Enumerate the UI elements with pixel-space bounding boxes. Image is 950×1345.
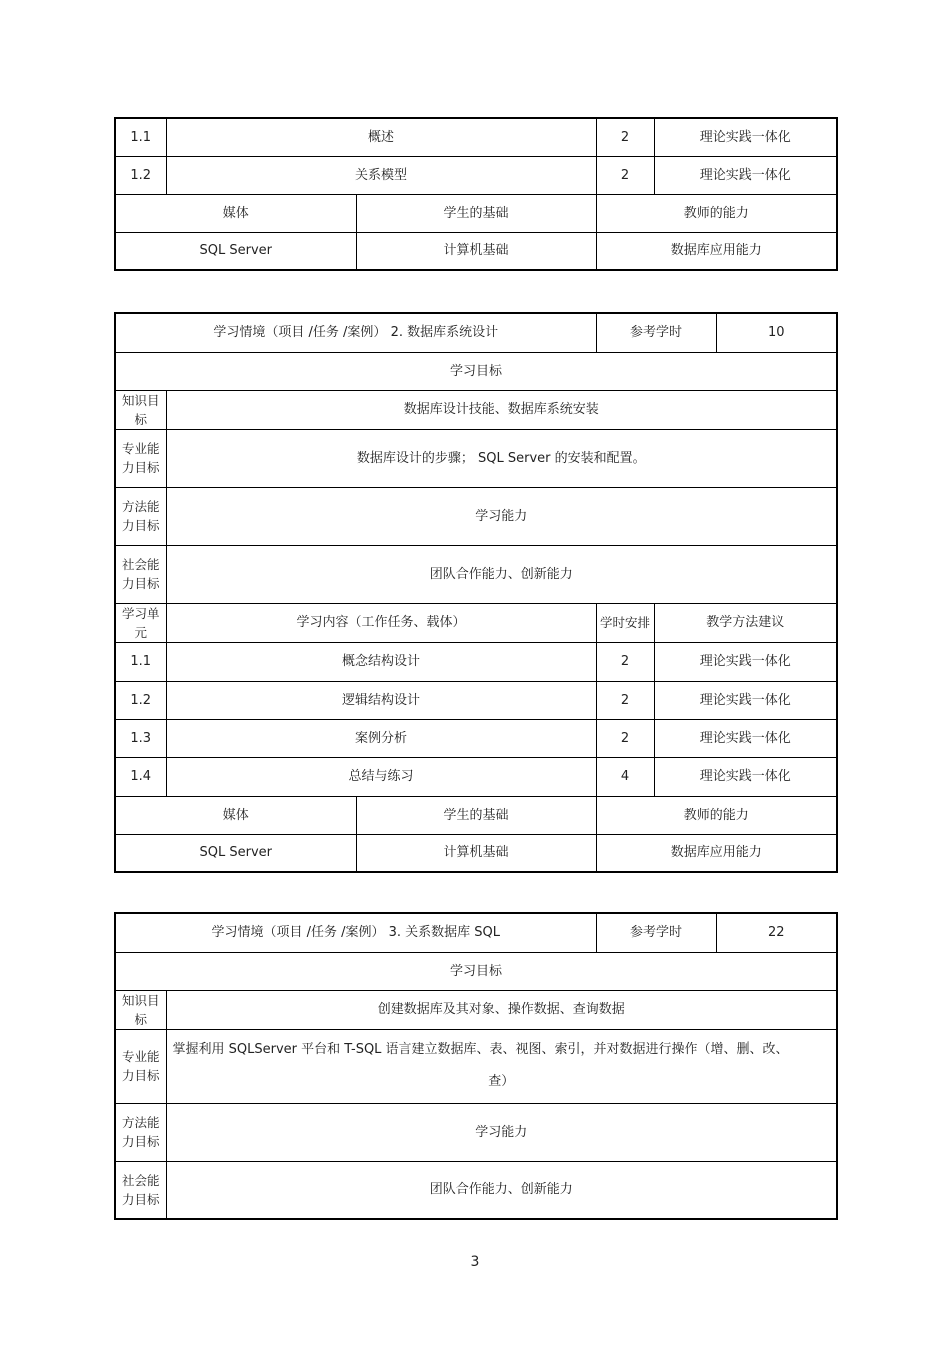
unit-cell: 1.2 xyxy=(115,156,166,194)
hours-cell: 2 xyxy=(596,156,654,194)
social-label: 社会能力目标 xyxy=(115,1161,166,1219)
table-row xyxy=(115,681,837,719)
professional-label: 专业能力目标 xyxy=(115,429,166,487)
social-label: 社会能力目标 xyxy=(115,545,166,603)
page-number: 3 xyxy=(470,1254,480,1270)
goals-header-row xyxy=(115,352,837,390)
unit-header-row xyxy=(115,603,837,642)
content-cell: 概述 xyxy=(166,118,596,156)
table-3 xyxy=(114,912,838,1220)
hours-cell: 2 xyxy=(596,681,654,719)
unit-cell: 1.3 xyxy=(115,719,166,757)
situation-title: 学习情境（项目 /任务 /案例） 3. 关系数据库 SQL xyxy=(115,913,596,952)
table-row xyxy=(115,757,837,796)
ref-hours-label: 参考学时 xyxy=(596,913,716,952)
knowledge-row xyxy=(115,990,837,1029)
method-row xyxy=(115,1103,837,1161)
media-value: SQL Server xyxy=(115,232,356,270)
unit-cell: 1.2 xyxy=(115,681,166,719)
teacher-ability-header: 教师的能力 xyxy=(596,796,837,834)
ref-hours-label: 参考学时 xyxy=(596,313,716,352)
hours-cell: 2 xyxy=(596,118,654,156)
unit-cell: 1.4 xyxy=(115,757,166,796)
method-cell: 理论实践一体化 xyxy=(654,642,837,681)
professional-row xyxy=(115,429,837,487)
unit-header: 学习单元 xyxy=(115,603,166,642)
resource-value-row xyxy=(115,834,837,872)
student-basis-value: 计算机基础 xyxy=(356,232,596,270)
table-row xyxy=(115,118,837,156)
method-cell: 理论实践一体化 xyxy=(654,719,837,757)
table-row xyxy=(115,156,837,194)
goals-header: 学习目标 xyxy=(115,352,837,390)
resource-value-row xyxy=(115,232,837,270)
student-basis-header: 学生的基础 xyxy=(356,194,596,232)
social-value: 团队合作能力、创新能力 xyxy=(166,545,837,603)
teacher-ability-value: 数据库应用能力 xyxy=(596,232,837,270)
knowledge-value: 数据库设计技能、数据库系统安装 xyxy=(166,390,837,429)
content-cell: 总结与练习 xyxy=(166,757,596,796)
goals-header: 学习目标 xyxy=(115,952,837,990)
content-cell: 概念结构设计 xyxy=(166,642,596,681)
professional-value xyxy=(166,1029,837,1103)
knowledge-label: 知识目标 xyxy=(115,390,166,429)
professional-label: 专业能力目标 xyxy=(115,1029,166,1103)
social-value: 团队合作能力、创新能力 xyxy=(166,1161,837,1219)
table-2 xyxy=(114,312,838,873)
method-value: 学习能力 xyxy=(166,487,837,545)
title-row xyxy=(115,313,837,352)
method-cell: 理论实践一体化 xyxy=(654,156,837,194)
social-row xyxy=(115,1161,837,1219)
method-cell: 理论实践一体化 xyxy=(654,118,837,156)
situation-title: 学习情境（项目 /任务 /案例） 2. 数据库系统设计 xyxy=(115,313,596,352)
hours-cell: 4 xyxy=(596,757,654,796)
table-row xyxy=(115,642,837,681)
hours-cell: 2 xyxy=(596,642,654,681)
resource-header-row xyxy=(115,194,837,232)
unit-cell: 1.1 xyxy=(115,642,166,681)
student-basis-header: 学生的基础 xyxy=(356,796,596,834)
knowledge-label: 知识目标 xyxy=(115,990,166,1029)
goals-header-row xyxy=(115,952,837,990)
content-cell: 关系模型 xyxy=(166,156,596,194)
teacher-ability-value: 数据库应用能力 xyxy=(596,834,837,872)
social-row xyxy=(115,545,837,603)
media-value: SQL Server xyxy=(115,834,356,872)
media-header: 媒体 xyxy=(115,796,356,834)
student-basis-value: 计算机基础 xyxy=(356,834,596,872)
method-label: 方法能力目标 xyxy=(115,1103,166,1161)
table-1 xyxy=(114,117,838,271)
professional-line-1: 掌握利用 SQLServer 平台和 T-SQL 语言建立数据库、表、视图、索引，并对数据进行操作（增、删、改、 xyxy=(172,1042,789,1057)
content-cell: 逻辑结构设计 xyxy=(166,681,596,719)
knowledge-value: 创建数据库及其对象、操作数据、查询数据 xyxy=(166,990,837,1029)
ref-hours-value: 10 xyxy=(716,313,837,352)
unit-cell: 1.1 xyxy=(115,118,166,156)
media-header: 媒体 xyxy=(115,194,356,232)
method-row xyxy=(115,487,837,545)
teacher-ability-header: 教师的能力 xyxy=(596,194,837,232)
method-value: 学习能力 xyxy=(166,1103,837,1161)
hours-header: 学时安排 xyxy=(596,603,654,642)
method-header: 教学方法建议 xyxy=(654,603,837,642)
knowledge-row xyxy=(115,390,837,429)
content-header: 学习内容（工作任务、载体） xyxy=(166,603,596,642)
professional-line-2: 查） xyxy=(488,1074,515,1089)
method-cell: 理论实践一体化 xyxy=(654,757,837,796)
professional-row xyxy=(115,1029,837,1103)
hours-cell: 2 xyxy=(596,719,654,757)
method-label: 方法能力目标 xyxy=(115,487,166,545)
ref-hours-value: 22 xyxy=(716,913,837,952)
method-cell: 理论实践一体化 xyxy=(654,681,837,719)
table-row xyxy=(115,719,837,757)
resource-header-row xyxy=(115,796,837,834)
professional-value: 数据库设计的步骤； SQL Server 的安装和配置。 xyxy=(166,429,837,487)
content-cell: 案例分析 xyxy=(166,719,596,757)
title-row xyxy=(115,913,837,952)
